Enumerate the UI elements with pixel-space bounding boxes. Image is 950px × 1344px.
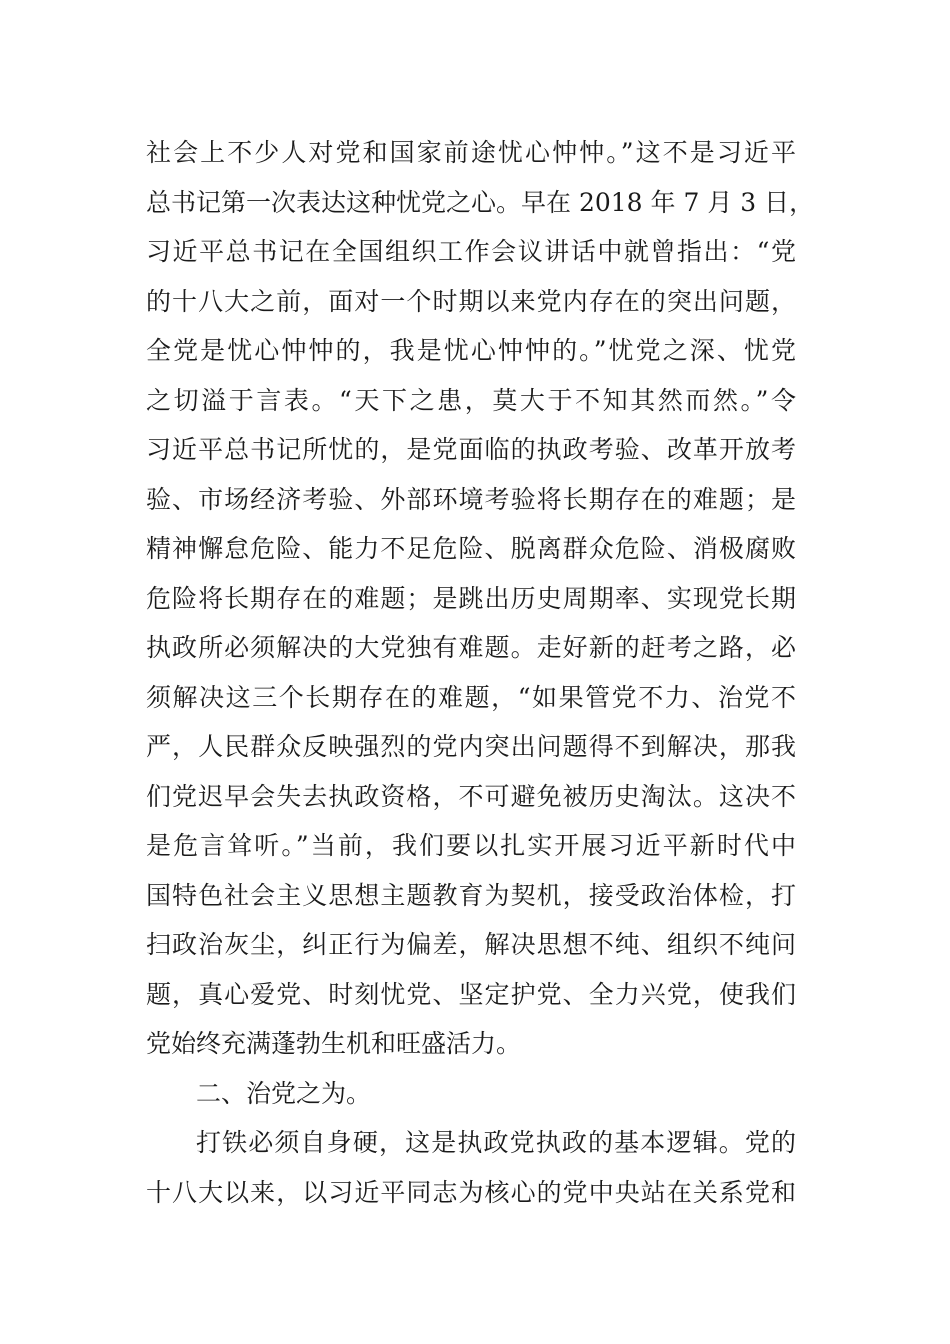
text-line: 精神懈怠危险、能力不足危险、脱离群众危险、消极腐败 <box>146 534 796 563</box>
text-line: 们党迟早会失去执政资格，不可避免被历史淘汰。这决不 <box>146 781 796 811</box>
paragraph-first-line: 打铁必须自身硬，这是执政党执政的基本逻辑。党的 <box>196 1128 796 1157</box>
text-line: 党始终充满蓬勃生机和旺盛活力。 <box>146 1029 522 1058</box>
text-line: 总书记第一次表达这种忧党之心。早在 2018 年 7 月 3 日， <box>146 187 815 217</box>
text-line: 国特色社会主义思想主题教育为契机，接受政治体检，打 <box>146 880 796 910</box>
text-line: 的十八大之前，面对一个时期以来党内存在的突出问题， <box>146 286 796 316</box>
text-line: 十八大以来，以习近平同志为核心的党中央站在关系党和 <box>146 1177 796 1207</box>
body-text <box>146 128 815 1217</box>
text-line: 验、市场经济考验、外部环境考验将长期存在的难题；是 <box>146 484 796 514</box>
text-line: 执政所必须解决的大党独有难题。走好新的赶考之路，必 <box>146 633 796 662</box>
text-line: 全党是忧心忡忡的，我是忧心忡忡的。”忧党之深、忧党 <box>146 336 796 365</box>
text-line: 是危言耸听。”当前，我们要以扎实开展习近平新时代中 <box>146 831 796 860</box>
text-line: 习近平总书记在全国组织工作会议讲话中就曾指出：“党 <box>146 237 796 266</box>
text-line: 社会上不少人对党和国家前途忧心忡忡。”这不是习近平 <box>146 138 796 167</box>
text-line: 须解决这三个长期存在的难题，“如果管党不力、治党不 <box>146 682 796 712</box>
text-line: 题，真心爱党、时刻忧党、坚定护党、全力兴党，使我们 <box>146 979 796 1009</box>
text-line: 危险将长期存在的难题；是跳出历史周期率、实现党长期 <box>146 583 796 613</box>
text-line: 习近平总书记所忧的，是党面临的执政考验、改革开放考 <box>146 435 796 464</box>
section-heading: 二、治党之为。 <box>196 1078 372 1108</box>
text-line: 严，人民群众反映强烈的党内突出问题得不到解决，那我 <box>146 732 796 761</box>
text-line: 之切溢于言表。“天下之患，莫大于不知其然而然。”令 <box>146 385 796 415</box>
text-line: 扫政治灰尘，纠正行为偏差，解决思想不纯、组织不纯问 <box>146 930 796 959</box>
